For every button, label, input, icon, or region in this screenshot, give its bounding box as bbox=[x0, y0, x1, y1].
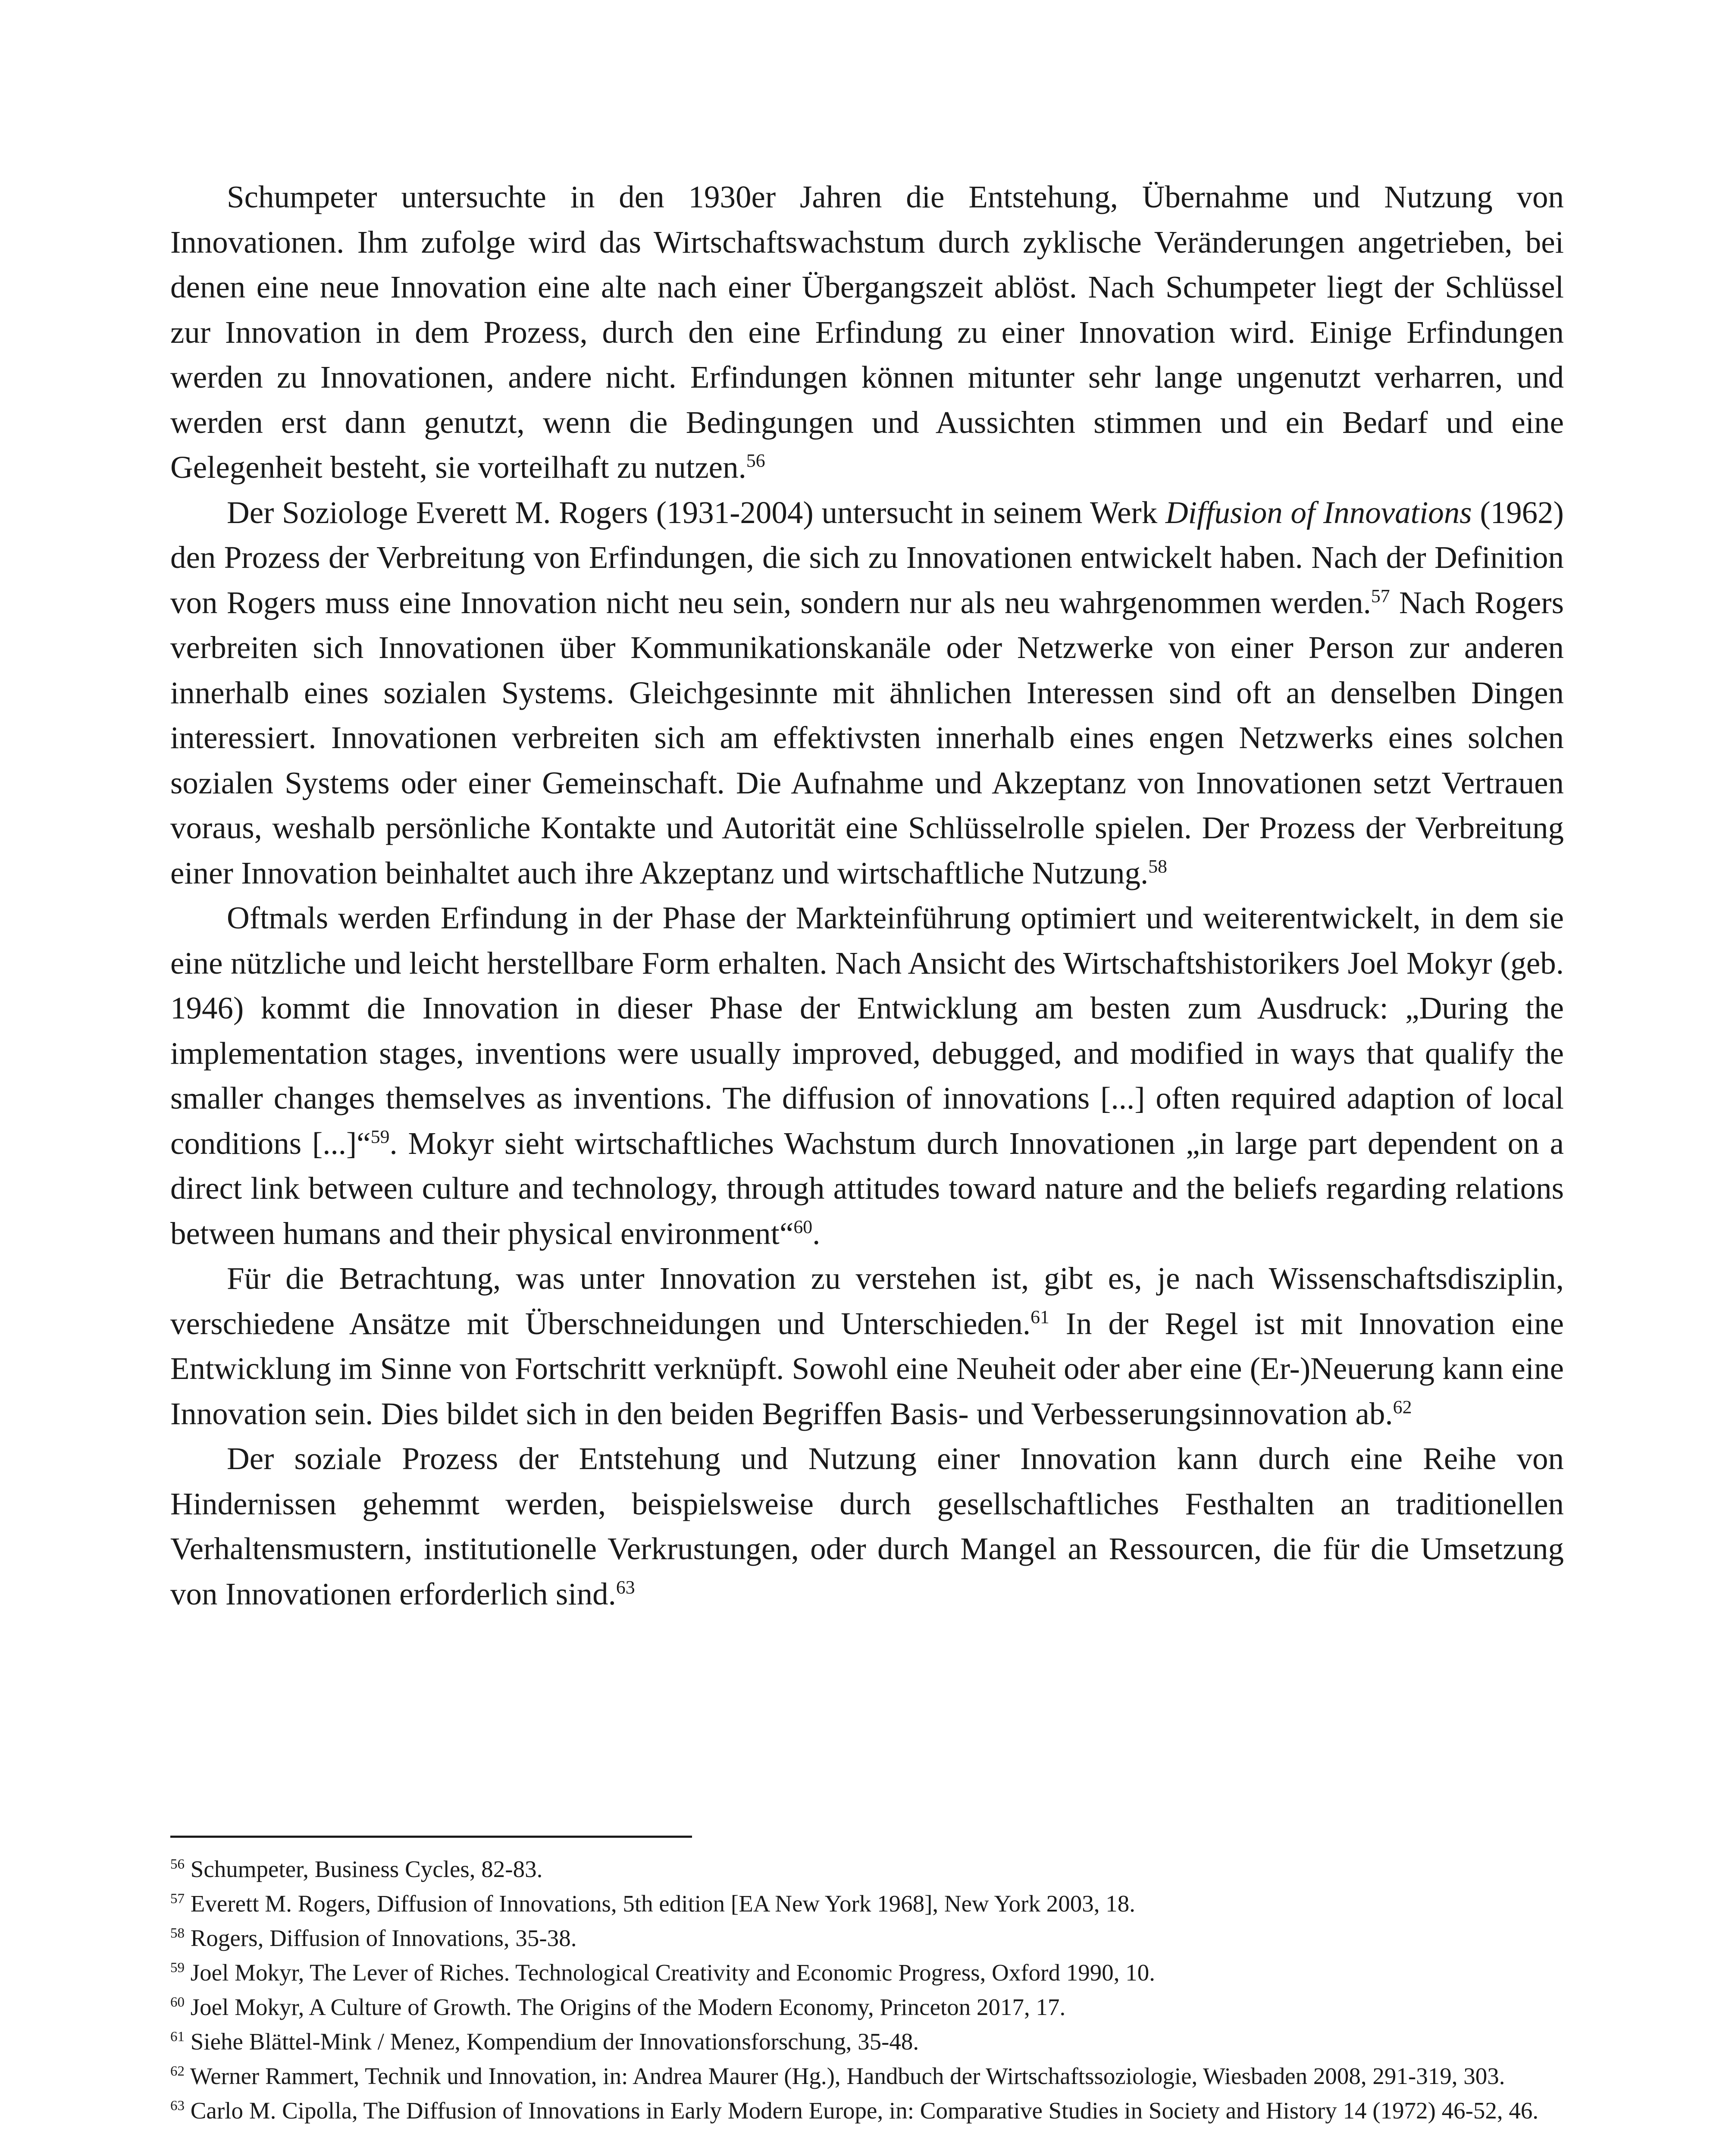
footnote-58 bbox=[170, 1921, 1564, 1955]
footnote-text: Schumpeter, Business Cycles, 82-83. bbox=[190, 1856, 543, 1882]
footnote-56 bbox=[170, 1852, 1564, 1887]
footnote-ref-62[interactable]: 62 bbox=[1393, 1397, 1412, 1418]
footnote-number: 62 bbox=[170, 2063, 185, 2079]
footnote-ref-60[interactable]: 60 bbox=[793, 1216, 813, 1238]
paragraph-text: Oftmals werden Erfindung in der Phase der Markteinführung optimiert und weiterentwickelt, in dem sie eine nützliche und leicht herstellbare Form erhalten. Nach Ansicht des Wirtschaftshistorikers Joel Mokyr (geb. 1946) kommt die Innovation in dieser Phase der Entwicklung am besten zum Ausdruck: „During the implementation stages, inventions were usually improved, debugged, and modified in ways that qualify the smaller changes themselves as inventions. The diffusion of innovations [...] often required adaption of local conditions [...]“ bbox=[170, 900, 1564, 1161]
footnote-text: Rogers, Diffusion of Innovations, 35-38. bbox=[190, 1925, 577, 1951]
footnote-text: Werner Rammert, Technik und Innovation, in: Andrea Maurer (Hg.), Handbuch der Wirtschaftssoziologie, Wiesbaden 2008, 291-319, 303. bbox=[190, 2063, 1505, 2089]
paragraph-text: Schumpeter untersuchte in den 1930er Jahren die Entstehung, Übernahme und Nutzung von Innovationen. Ihm zufolge wird das Wirtschaftswachstum durch zyklische Veränderungen angetrieben, bei denen eine neue Innovation eine alte nach einer Übergangszeit ablöst. Nach Schumpeter liegt der Schlüssel zur Innovation in dem Prozess, durch den eine Erfindung zu einer Innovation wird. Einige Erfindungen werden zu Innovationen, andere nicht. Erfindungen können mitunter sehr lange ungenutzt verharren, und werden erst dann genutzt, wenn die Bedingungen und Aussichten stimmen und ein Bedarf und eine Gelegenheit besteht, sie vorteilhaft zu nutzen. bbox=[170, 179, 1564, 485]
footnote-62 bbox=[170, 2059, 1564, 2093]
footnote-ref-61[interactable]: 61 bbox=[1030, 1307, 1049, 1328]
footnote-number: 61 bbox=[170, 2029, 185, 2045]
footnote-ref-56[interactable]: 56 bbox=[746, 450, 765, 471]
paragraph-text: Für die Betrachtung, was unter Innovation zu verstehen ist, gibt es, je nach Wissenschaftsdisziplin, verschiedene Ansätze mit Überschneidungen und Unterschieden. bbox=[170, 1261, 1564, 1341]
paragraph-4 bbox=[170, 1256, 1564, 1436]
footnote-61 bbox=[170, 2024, 1564, 2059]
footnote-ref-59[interactable]: 59 bbox=[370, 1126, 390, 1147]
footnote-59 bbox=[170, 1955, 1564, 1990]
footnote-number: 58 bbox=[170, 1925, 185, 1941]
footnote-60 bbox=[170, 1990, 1564, 2024]
paragraph-5 bbox=[170, 1436, 1564, 1617]
footnote-text: Carlo M. Cipolla, The Diffusion of Innovations in Early Modern Europe, in: Comparative Studies in Society and History 14 (1972) 46-52, 46. bbox=[190, 2097, 1539, 2124]
footnote-number: 60 bbox=[170, 1994, 185, 2010]
footnote-63 bbox=[170, 2093, 1564, 2128]
paragraph-text: . bbox=[812, 1216, 821, 1251]
footnote-text: Joel Mokyr, The Lever of Riches. Technological Creativity and Economic Progress, Oxford 1990, 10. bbox=[190, 1959, 1155, 1986]
book-title: Diffusion of Innovations bbox=[1165, 495, 1472, 530]
footnote-57 bbox=[170, 1887, 1564, 1921]
footnote-ref-63[interactable]: 63 bbox=[616, 1577, 635, 1598]
paragraph-text: Nach Rogers verbreiten sich Innovationen über Kommunikationskanäle oder Netzwerke von einer Person zur anderen innerhalb eines sozialen Systems. Gleichgesinnte mit ähnlichen Interessen sind oft an denselben Dingen interessiert. Innovationen verbreiten sich am effektivsten innerhalb eines engen Netzwerks eines solchen sozialen Systems oder einer Gemeinschaft. Die Aufnahme und Akzeptanz von Innovationen setzt Vertrauen voraus, weshalb persönliche Kontakte und Autorität eine Schlüsselrolle spielen. Der Prozess der Verbreitung einer Innovation beinhaltet auch ihre Akzeptanz und wirtschaftliche Nutzung. bbox=[170, 585, 1564, 890]
footnote-ref-57[interactable]: 57 bbox=[1371, 586, 1390, 607]
paragraph-2 bbox=[170, 490, 1564, 896]
paragraph-text: . Mokyr sieht wirtschaftliches Wachstum durch Innovationen „in large part dependent on a direct link between culture and technology, through attitudes toward nature and the beliefs regarding relations between humans and their physical environment“ bbox=[170, 1125, 1564, 1251]
footnote-number: 56 bbox=[170, 1856, 185, 1872]
footnote-ref-58[interactable]: 58 bbox=[1148, 856, 1168, 877]
footnote-number: 57 bbox=[170, 1891, 185, 1907]
footnote-text: Everett M. Rogers, Diffusion of Innovations, 5th edition [EA New York 1968], New York 2003, 18. bbox=[190, 1890, 1135, 1917]
paragraph-text: In der Regel ist mit Innovation eine Entwicklung im Sinne von Fortschritt verknüpft. Sowohl eine Neuheit oder aber eine (Er-)Neuerung kann eine Innovation sein. Dies bildet sich in den beiden Begriffen Basis- und Verbesserungsinnovation ab. bbox=[170, 1306, 1564, 1431]
footnote-number: 59 bbox=[170, 1960, 185, 1976]
paragraph-3 bbox=[170, 896, 1564, 1256]
paragraph-text: (1962) den Prozess der Verbreitung von Erfindungen, die sich zu Innovationen entwickelt haben. Nach der Definition von Rogers muss eine Innovation nicht neu sein, sondern nur als neu wahrgenommen werden. bbox=[170, 495, 1564, 620]
paragraph-text: Der Soziologe Everett M. Rogers (1931-2004) untersucht in seinem Werk bbox=[227, 495, 1165, 530]
footnote-text: Siehe Blättel-Mink / Menez, Kompendium der Innovationsforschung, 35-48. bbox=[190, 2028, 919, 2055]
footnote-text: Joel Mokyr, A Culture of Growth. The Origins of the Modern Economy, Princeton 2017, 17. bbox=[190, 1994, 1066, 2020]
footnotes bbox=[170, 1852, 1564, 2128]
paragraph-text: Der soziale Prozess der Entstehung und Nutzung einer Innovation kann durch eine Reihe von Hindernissen gehemmt werden, beispielsweise durch gesellschaftliches Festhalten an traditionellen Verhaltensmustern, institutionelle Verkrustungen, oder durch Mangel an Ressourcen, die für die Umsetzung von Innovationen erforderlich sind. bbox=[170, 1441, 1564, 1611]
footnote-number: 63 bbox=[170, 2098, 185, 2114]
paragraph-1 bbox=[170, 175, 1564, 490]
body-text bbox=[170, 175, 1564, 1617]
footnote-divider bbox=[170, 1836, 692, 1838]
